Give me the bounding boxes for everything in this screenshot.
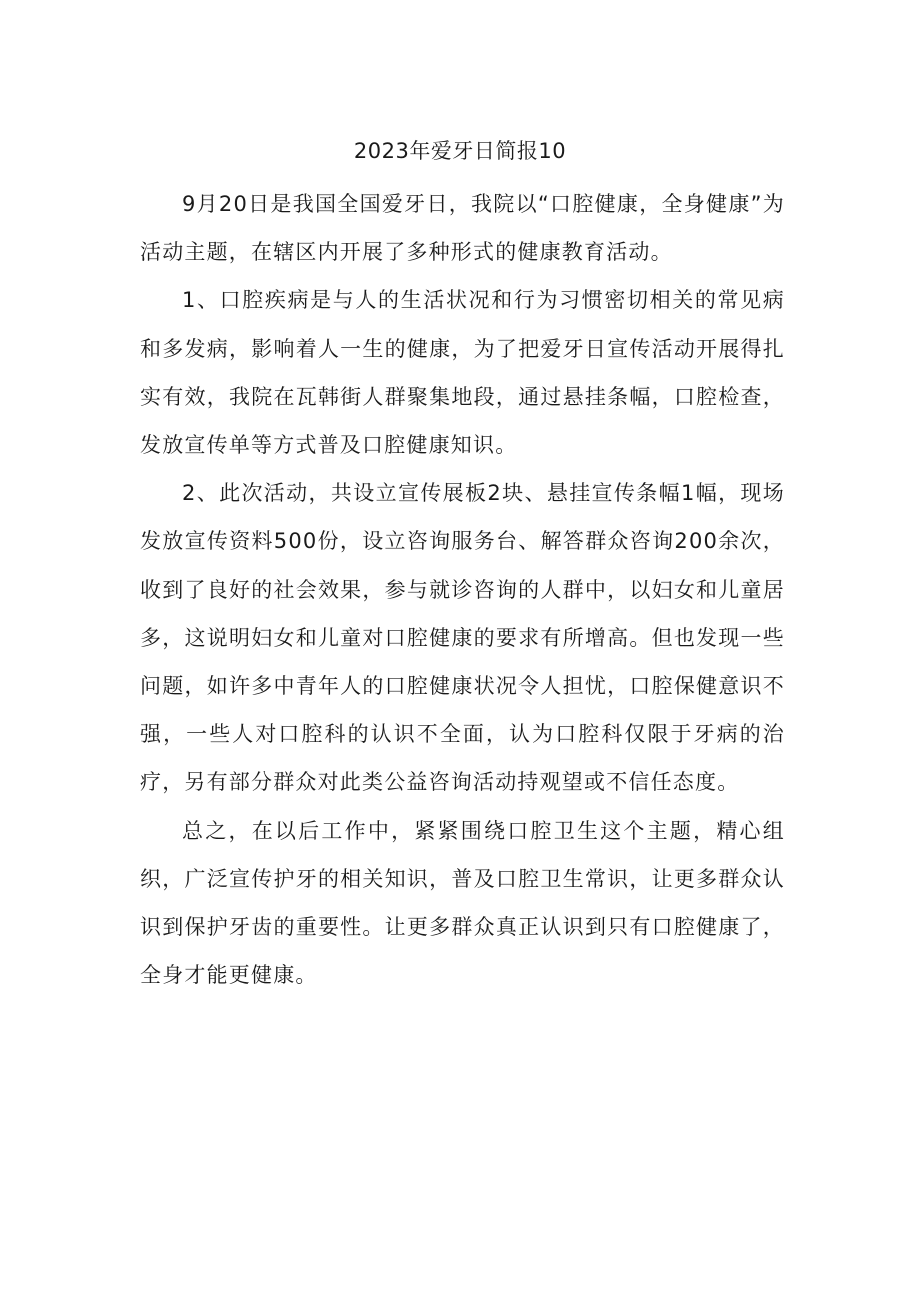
document-title: 2023年爱牙日简报10 (353, 139, 567, 163)
paragraph-intro: 9月20日是我国全国爱牙日，我院以“口腔健康，全身健康”为活动主题，在辖区内开展了多种形式的健康教育活动。 (140, 192, 785, 265)
paragraph-point-1: 1、口腔疾病是与人的生活状况和行为习惯密切相关的常见病和多发病，影响着人一生的健康，为了把爱牙日宣传活动开展得扎实有效，我院在瓦韩街人群聚集地段，通过悬挂条幅，口腔检查，发放宣传单等方式普及口腔健康知识。 (140, 288, 785, 458)
document-body (140, 180, 785, 999)
paragraph-point-2: 2、此次活动，共设立宣传展板2块、悬挂宣传条幅1幅，现场发放宣传资料500份，设立咨询服务台、解答群众咨询200余次，收到了良好的社会效果，参与就诊咨询的人群中，以妇女和儿童居多，这说明妇女和儿童对口腔健康的要求有所增高。但也发现一些问题，如许多中青年人的口腔健康状况令人担忧，口腔保健意识不强，一些人对口腔科的认识不全面，认为口腔科仅限于牙病的治疗，另有部分群众对此类公益咨询活动持观望或不信任态度。 (140, 481, 785, 795)
paragraph-conclusion: 总之，在以后工作中，紧紧围绕口腔卫生这个主题，精心组织，广泛宣传护牙的相关知识，普及口腔卫生常识，让更多群众认识到保护牙齿的重要性。让更多群众真正认识到只有口腔健康了，全身才能更健康。 (140, 818, 785, 988)
